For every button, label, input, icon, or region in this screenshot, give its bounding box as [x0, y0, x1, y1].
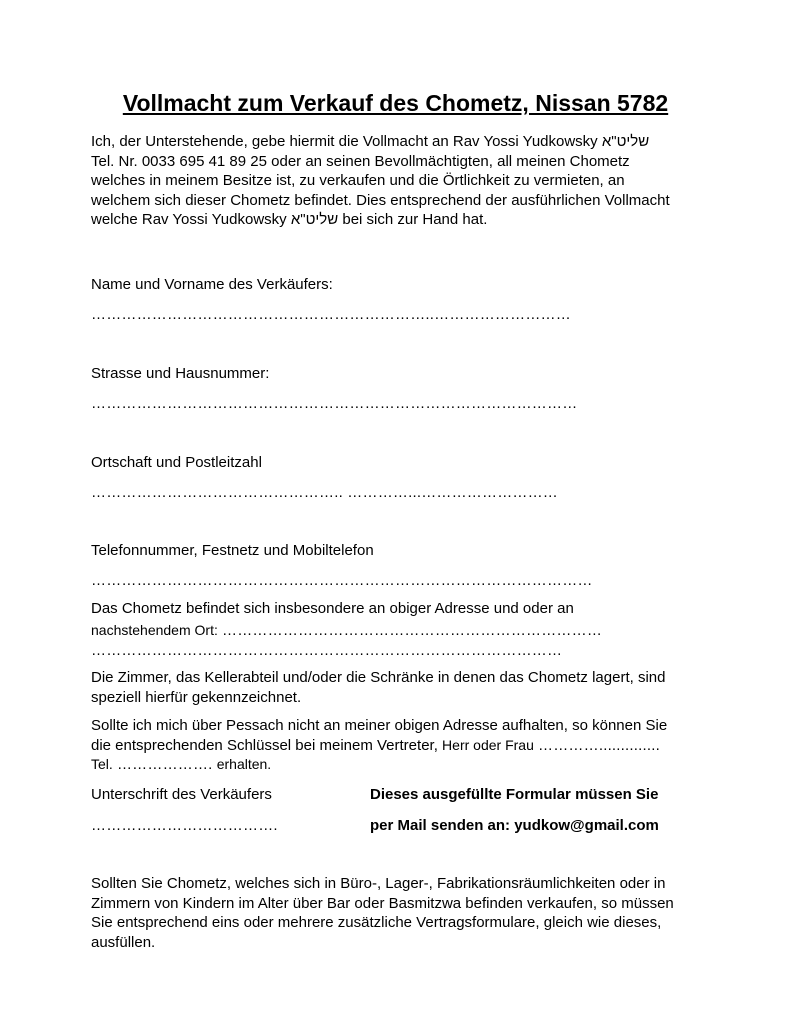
- keys-line-2: [91, 736, 711, 756]
- footer-line-3: Sie entsprechend eins oder mehrere zusätzliche Vertragsformulare, gleich wie dieses,: [91, 914, 662, 931]
- location-line-1: Das Chometz befindet sich insbesondere an obiger Adresse und oder an: [91, 600, 574, 617]
- keys-line-2-text: die entsprechenden Schlüssel bei meinem Vertreter,: [91, 736, 438, 754]
- signature-label: Unterschrift des Verkäufers: [91, 786, 272, 803]
- location-field-2[interactable]: …………………………………………………………………………………: [91, 642, 563, 659]
- footer-line-1: Sollten Sie Chometz, welches sich in Büro-, Lager-, Fabrikationsräumlichkeiten oder in: [91, 875, 666, 892]
- footer-paragraph: [91, 874, 711, 952]
- intro-paragraph: [91, 132, 711, 230]
- signature-field[interactable]: ……………………………….: [91, 817, 278, 834]
- street-label: Strasse und Hausnummer:: [91, 365, 270, 382]
- intro-line-5: welche Rav Yossi Yudkowsky שליט"א bei sich zur Hand hat.: [91, 211, 488, 228]
- rooms-line-1: Die Zimmer, das Kellerabteil und/oder die Schränke in denen das Chometz lagert, sind: [91, 669, 666, 686]
- keys-paragraph: [91, 716, 711, 775]
- name-field[interactable]: …………………………………………………………..………………………: [91, 306, 571, 323]
- submission-notice-1: Dieses ausgefüllte Formular müssen Sie: [370, 786, 659, 803]
- submission-notice-2: per Mail senden an: yudkow@gmail.com: [370, 817, 659, 834]
- intro-line-3: welches in meinem Besitze ist, zu verkaufen und die Örtlichkeit zu vermieten, an: [91, 172, 625, 189]
- rooms-paragraph: [91, 668, 711, 707]
- phone-field[interactable]: ………………………………………………………………………………………: [91, 572, 593, 589]
- location-line-2: [91, 622, 602, 639]
- location-field[interactable]: …………………………………………………………………: [222, 622, 603, 639]
- intro-line-1: Ich, der Unterstehende, gebe hiermit die Vollmacht an Rav Yossi Yudkowsky שליט"א: [91, 133, 650, 150]
- location-label: nachstehendem Ort:: [91, 622, 218, 638]
- intro-line-2: Tel. Nr. 0033 695 41 89 25 oder an seinen Bevollmächtigten, all meinen Chometz: [91, 152, 630, 170]
- city-field[interactable]: ………………………………………….. …………...………………………: [91, 484, 559, 501]
- keys-line-1: Sollte ich mich über Pessach nicht an meiner obigen Adresse aufhalten, so können Sie: [91, 717, 668, 734]
- document-title: Vollmacht zum Verkauf des Chometz, Nissan 5782: [122, 90, 669, 116]
- representative-tel-label: Tel.: [91, 756, 113, 772]
- keys-line-3-end: erhalten.: [216, 756, 272, 772]
- intro-line-4: welchem sich dieser Chometz befindet. Dies entsprechend der ausführlichen Vollmacht: [91, 191, 670, 209]
- street-field[interactable]: ……………………………………………………………………………………: [91, 395, 578, 412]
- name-label: Name und Vorname des Verkäufers:: [91, 276, 333, 293]
- keys-line-3: [91, 755, 711, 775]
- footer-line-2: Zimmern von Kindern im Alter über Bar oder Basmitzwa befinden verkaufen, so müssen: [91, 894, 674, 912]
- representative-label: Herr oder Frau: [442, 736, 534, 753]
- footer-line-4: ausfüllen.: [91, 933, 156, 951]
- representative-field[interactable]: …………..............: [538, 736, 660, 754]
- rooms-line-2: speziell hierfür gekennzeichnet.: [91, 688, 302, 706]
- city-label: Ortschaft und Postleitzahl: [91, 454, 262, 471]
- phone-label: Telefonnummer, Festnetz und Mobiltelefon: [91, 542, 374, 559]
- representative-tel-field[interactable]: ……………….: [116, 756, 213, 773]
